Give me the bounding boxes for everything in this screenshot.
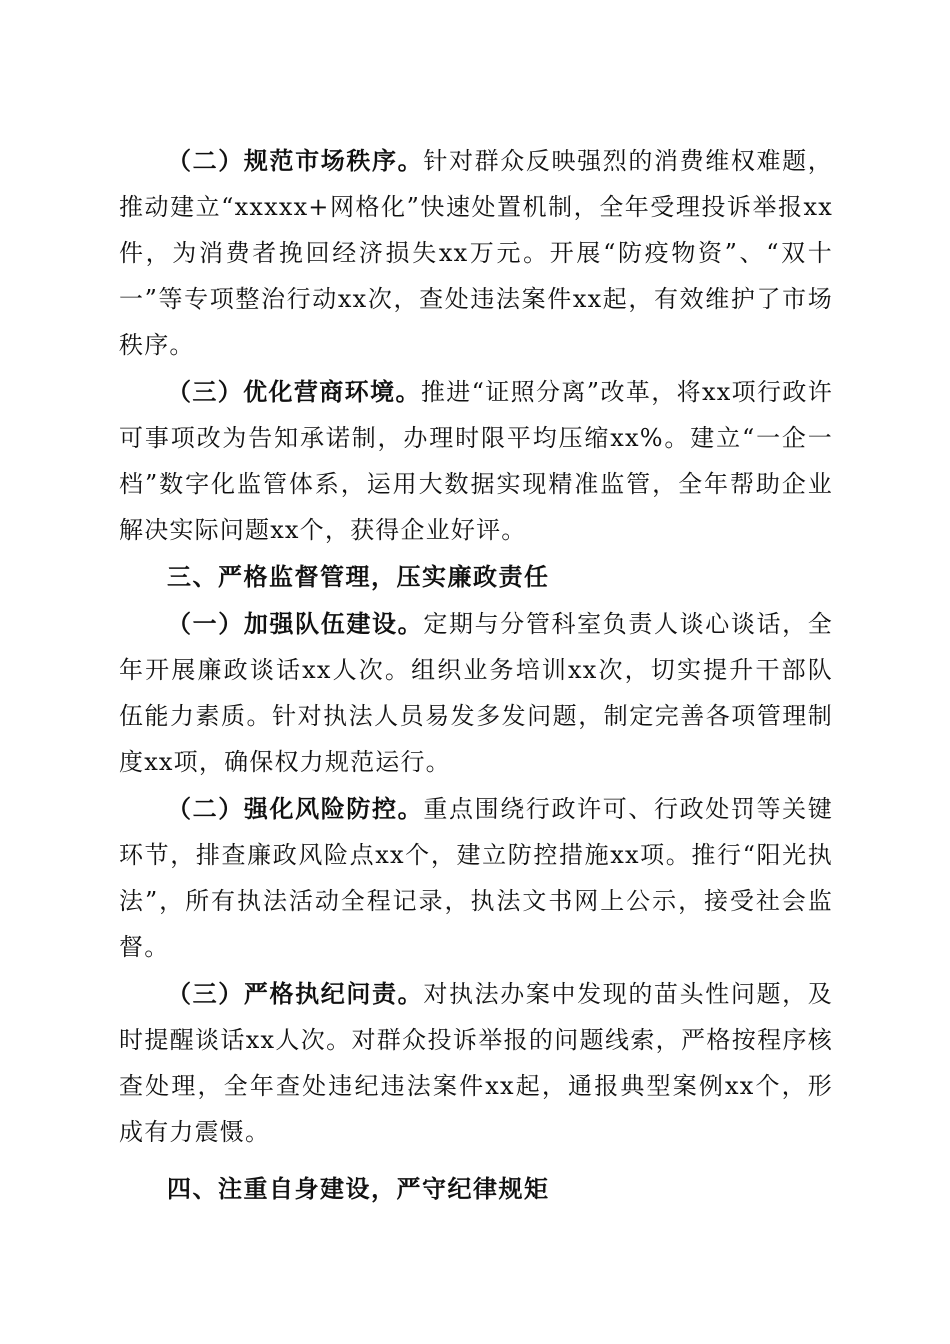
paragraph-lead: （三）优化营商环境。	[167, 377, 421, 406]
section-heading-four: 四、注重自身建设，严守纪律规矩	[167, 1175, 550, 1203]
paragraph-text: 对执法办案中发现的苗头性问题，及时提醒谈话xx人次。对群众投诉举报的问题线索，严格按程序核查处理，全年查处违纪违法案件xx起，通报典型案例xx个，形成有力震慑。	[119, 980, 834, 1146]
paragraph-lead: （二）强化风险防控。	[167, 794, 424, 823]
paragraph-text: 针对群众反映强烈的消费维权难题，推动建立“xxxxx+网格化”快速处置机制，全年受理投诉举报xx件，为消费者挽回经济损失xx万元。开展“防疫物资”、“双十一”等专项整治行动xx次，查处违法案件xx起，有效维护了市场秩序。	[119, 147, 834, 359]
paragraph-text: 重点围绕行政许可、行政处罚等关键环节，排查廉政风险点xx个，建立防控措施xx项。推行“阳光执法”，所有执法活动全程记录，执法文书网上公示，接受社会监督。	[119, 795, 834, 961]
paragraph-optimize-business-environment	[119, 369, 833, 553]
paragraph-regulate-market-order	[119, 138, 833, 368]
paragraph-lead: （三）严格执纪问责。	[167, 979, 424, 1008]
document-body	[119, 138, 833, 1213]
paragraph-text: 定期与分管科室负责人谈心谈话，全年开展廉政谈话xx人次。组织业务培训xx次，切实提升干部队伍能力素质。针对执法人员易发多发问题，制定完善各项管理制度xx项，确保权力规范运行。	[119, 610, 834, 776]
paragraph-risk-control	[119, 786, 833, 970]
paragraph-lead: （二）规范市场秩序。	[167, 146, 424, 175]
paragraph-team-building	[119, 601, 833, 785]
paragraph-discipline-accountability	[119, 971, 833, 1155]
paragraph-text: 推进“证照分离”改革，将xx项行政许可事项改为告知承诺制，办理时限平均压缩xx%。建立“一企一档”数字化监管体系，运用大数据实现精准监管，全年帮助企业解决实际问题xx个，获得企业好评。	[119, 378, 833, 544]
section-heading-three: 三、严格监督管理，压实廉政责任	[167, 563, 550, 591]
paragraph-lead: （一）加强队伍建设。	[167, 609, 424, 638]
